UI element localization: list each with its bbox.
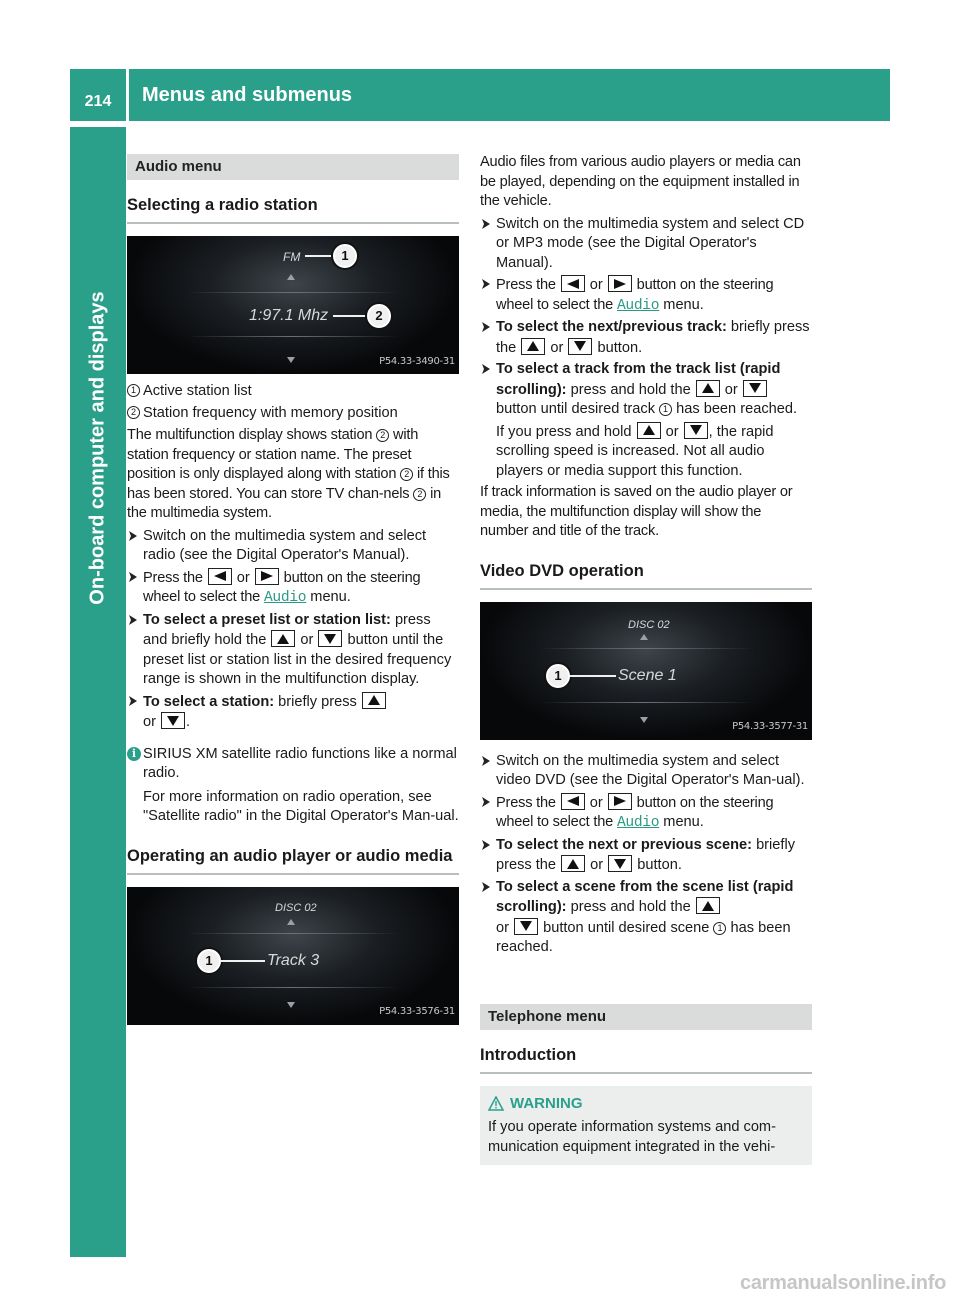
- step-arrow-icon: [481, 318, 491, 339]
- instruction-step: Press the or button on the steering wheel to select the Audio menu.: [127, 568, 459, 609]
- legend-item: [127, 404, 459, 424]
- right-button-icon: [608, 275, 632, 292]
- paragraph-audio-files: Audio files from various audio players or media can be played, depending on the equipment installed in the vehicle.: [480, 154, 801, 209]
- callout-1: 1: [333, 244, 357, 268]
- down-chevron-icon: [640, 717, 648, 723]
- heading-audio-player: Operating an audio player or audio media: [127, 845, 459, 875]
- down-chevron-icon: [287, 1002, 295, 1008]
- legend-number: 2: [127, 406, 140, 419]
- instruction-step: [127, 527, 459, 566]
- instruction-step: To select a scene from the scene list (rapid scrolling): press and hold the or button until desired scene 1 has been reached.: [480, 878, 812, 958]
- audio-menu-label: Audio: [263, 590, 307, 606]
- instruction-step: [480, 752, 812, 791]
- section-bar-audio-menu: Audio menu: [127, 154, 459, 180]
- legend-text: Active station list: [143, 383, 252, 399]
- down-button-icon: [514, 918, 538, 935]
- instruction-step: [480, 215, 812, 274]
- instruction-step: To select a preset list or station list: press and briefly hold the or button until the preset list or station list in the desired frequency range is shown in the multifunction display.: [127, 611, 459, 690]
- warning-title: WARNING: [510, 1094, 583, 1112]
- instruction-step: To select the next/previous track: briefly press the or button.: [480, 318, 812, 358]
- step-text: Switch on the multimedia system and select radio (see the Digital Operator's Manual).: [143, 527, 427, 563]
- warning-box: [480, 1086, 812, 1166]
- audio-display-image: [127, 887, 459, 1025]
- step-text: Switch on the multimedia system and select video DVD (see the Digital Operator's Man-ual).: [496, 752, 805, 788]
- display-band: [187, 933, 400, 934]
- up-chevron-icon: [287, 919, 295, 925]
- right-button-icon: [255, 568, 279, 585]
- page-number: 214: [84, 92, 112, 110]
- down-chevron-icon: [287, 357, 295, 363]
- callout-line: [333, 315, 369, 317]
- up-button-icon: [696, 380, 720, 397]
- up-button-icon: [271, 630, 295, 647]
- right-button-icon: [608, 793, 632, 810]
- up-chevron-icon: [640, 634, 648, 640]
- instruction-step: Press the or button on the steering wheel to select the Audio menu.: [480, 793, 812, 834]
- left-button-icon: [208, 568, 232, 585]
- display-frequency: 1:97.1 Mhz: [249, 307, 329, 324]
- step-arrow-icon: [481, 215, 491, 236]
- num-marker: 1: [659, 403, 672, 416]
- display-scene: Scene 1: [618, 666, 677, 684]
- watermark: carmanualsonline.info: [740, 1272, 946, 1294]
- instruction-step: Press the or button on the steering wheel to select the Audio menu.: [480, 275, 812, 316]
- legend-item: [127, 382, 459, 402]
- step-arrow-icon: [128, 611, 138, 632]
- down-button-icon: [161, 712, 185, 729]
- instruction-step: To select a station: briefly press or .: [127, 692, 459, 733]
- image-code: P54.33-3490-31: [379, 355, 455, 367]
- section-bar-telephone-menu: Telephone menu: [480, 1004, 812, 1030]
- step-note: If you press and hold or , the rapid scrolling speed is increased. Not all audio players or media support this function.: [496, 423, 774, 479]
- page-title: Menus and submenus: [142, 84, 353, 106]
- display-disc: DISC 02: [275, 901, 317, 914]
- up-button-icon: [696, 897, 720, 914]
- down-button-icon: [743, 380, 767, 397]
- image-code: P54.33-3576-31: [379, 1006, 455, 1017]
- header-divider: [126, 69, 129, 121]
- down-button-icon: [684, 422, 708, 439]
- up-chevron-icon: [287, 274, 295, 280]
- warning-header: [488, 1094, 804, 1114]
- display-band: [540, 702, 753, 703]
- info-note: [127, 745, 459, 827]
- display-band: [187, 292, 400, 293]
- left-button-icon: [561, 275, 585, 292]
- warning-text: If you operate information systems and com-munication equipment integrated in the vehi-: [488, 1119, 776, 1155]
- up-button-icon: [561, 855, 585, 872]
- num-marker: 1: [713, 922, 726, 935]
- info-text: SIRIUS XM satellite radio functions like a normal radio.: [143, 745, 457, 781]
- step-text: Switch on the multimedia system and select CD or MP3 mode (see the Digital Operator's Manual).: [496, 215, 805, 271]
- heading-video-dvd: Video DVD operation: [480, 560, 812, 590]
- step-arrow-icon: [481, 793, 491, 814]
- audio-menu-label: Audio: [616, 815, 660, 831]
- step-arrow-icon: [481, 275, 491, 296]
- step-arrow-icon: [128, 527, 138, 548]
- radio-display-image: [127, 236, 459, 374]
- callout-line: [305, 255, 335, 257]
- num-marker: 2: [376, 429, 389, 442]
- up-button-icon: [637, 422, 661, 439]
- step-arrow-icon: [481, 836, 491, 857]
- display-fm: FM: [283, 250, 301, 264]
- image-code: P54.33-3577-31: [732, 721, 808, 732]
- down-button-icon: [318, 630, 342, 647]
- step-arrow-icon: [481, 360, 491, 381]
- paragraph-multifunction: The multifunction display shows station 2 with station frequency or station name. The preset position is only displayed along with station 2 if this has been stored. You can store TV chan-nels 2 in the multimedia system.: [127, 427, 450, 521]
- info-text: For more information on radio operation, see "Satellite radio" in the Digital Operator's Man-ual.: [143, 788, 459, 824]
- step-arrow-icon: [481, 878, 491, 899]
- instruction-step: To select the next or previous scene: briefly press the or button.: [480, 836, 812, 876]
- callout-1: 1: [197, 949, 221, 973]
- display-disc: DISC 02: [628, 618, 670, 631]
- warning-icon: [488, 1096, 504, 1111]
- step-arrow-icon: [128, 692, 138, 713]
- step-arrow-icon: [481, 752, 491, 773]
- down-button-icon: [568, 338, 592, 355]
- down-button-icon: [608, 855, 632, 872]
- callout-1: 1: [546, 664, 570, 688]
- audio-menu-label: Audio: [616, 297, 660, 314]
- dvd-display-image: [480, 602, 812, 740]
- up-button-icon: [521, 338, 545, 355]
- side-tab-label: On-board computer and displays: [86, 291, 109, 605]
- legend-text: Station frequency with memory position: [143, 404, 398, 421]
- step-arrow-icon: [128, 568, 138, 589]
- display-band: [187, 336, 400, 337]
- left-button-icon: [561, 793, 585, 810]
- callout-line: [570, 675, 616, 677]
- left-column: [127, 154, 459, 1025]
- display-track: Track 3: [267, 951, 320, 969]
- callout-2: 2: [367, 304, 391, 328]
- display-band: [540, 648, 753, 649]
- instruction-step: To select a track from the track list (rapid scrolling): press and hold the or button until desired track 1 has been reached.: [480, 360, 812, 420]
- right-column: [480, 153, 812, 1165]
- callout-line: [221, 960, 265, 962]
- legend-number: 1: [127, 384, 140, 397]
- info-icon: i: [127, 747, 141, 761]
- paragraph-track-info: If track information is saved on the audio player or media, the multifunction display will show the number and title of the track.: [480, 484, 793, 539]
- up-button-icon: [362, 692, 386, 709]
- heading-introduction: Introduction: [480, 1044, 812, 1074]
- num-marker: 2: [400, 468, 413, 481]
- display-band: [187, 987, 400, 988]
- heading-selecting-radio: Selecting a radio station: [127, 194, 459, 224]
- num-marker: 2: [413, 488, 426, 501]
